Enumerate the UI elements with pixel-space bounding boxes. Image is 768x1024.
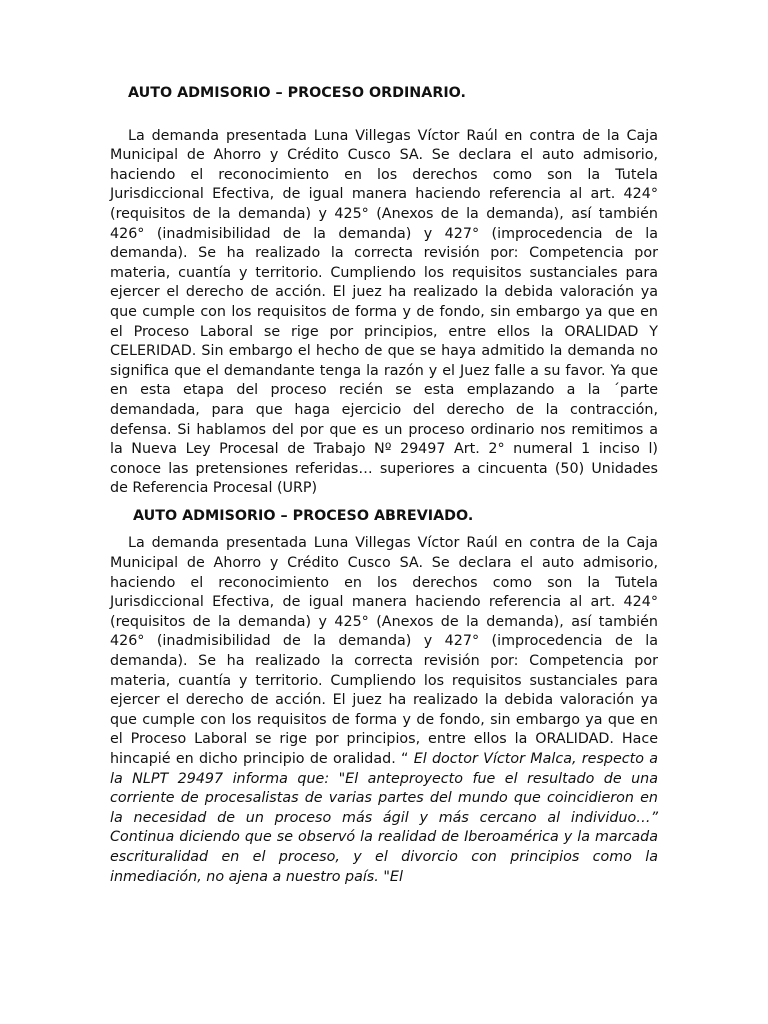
paragraph-abreviado-text: La demanda presentada Luna Villegas Víctor Raúl en contra de la Caja Municipal de Ahorro y Crédito Cusco SA. Se declara el auto admisorio, haciendo el reconocimiento en los derechos como son la Tutela Jurisdiccional Efectiva, de igual manera haciendo referencia al art. 424° (requisitos de la demanda) y 425° (Anexos de la demanda), así también 426° (inadmisibilidad de la demanda) y 427° (improcedencia de la demanda). Se ha realizado la correcta revisión por: Competencia por materia, cuantía y territorio. Cumpliendo los requisitos sustanciales para ejercer el derecho de acción. El juez ha realizado la debida valoración ya que cumple con los requisitos de forma y de fondo, sin embargo ya que en el Proceso Laboral se rige por principios, entre ellos la ORALIDAD. Hace hincapié en dicho principio de oralidad. “ (110, 535, 658, 767)
quote-malca: El doctor Víctor Malca, respecto a la NLPT 29497 informa que: "El anteproyecto fue el resultado de una corriente de procesalistas de varias partes del mundo que coincidieron en la necesidad de un proceso más ágil y más cercano al individuo…” Continua diciendo que se observó la realidad de Iberoamérica y la marcada escrituralidad en el proceso, y el divorcio con principios como la inmediación, no ajena a nuestro país. "El (110, 751, 659, 885)
document-page (110, 84, 658, 887)
section-heading-ordinario: AUTO ADMISORIO – PROCESO ORDINARIO. (128, 85, 466, 101)
paragraph-ordinario: La demanda presentada Luna Villegas Víctor Raúl en contra de la Caja Municipal de Ahorro y Crédito Cusco SA. Se declara el auto admisorio, haciendo el reconocimiento en los derechos como son la Tutela Jurisdiccional Efectiva, de igual manera haciendo referencia al art. 424° (requisitos de la demanda) y 425° (Anexos de la demanda), así también 426° (inadmisibilidad de la demanda) y 427° (improcedencia de la demanda). Se ha realizado la correcta revisión por: Competencia por materia, cuantía y territorio. Cumpliendo los requisitos sustanciales para ejercer el derecho de acción. El juez ha realizado la debida valoración ya que cumple con los requisitos de forma y de fondo, sin embargo ya que en el Proceso Laboral se rige por principios, entre ellos la ORALIDAD Y CELERIDAD. Sin embargo el hecho de que se haya admitido la demanda no significa que el demandante tenga la razón y el Juez falle a su favor. Ya que en esta etapa del proceso recién se esta emplazando a la ´parte demandada, para que haga ejercicio del derecho de la contracción, defensa. Si hablamos del por que es un proceso ordinario nos remitimos a la Nueva Ley Procesal de Trabajo Nº 29497 Art. 2° numeral 1 inciso l) conoce las pretensiones referidas… superiores a cincuenta (50) Unidades de Referencia Procesal (URP) (110, 127, 658, 497)
section-heading-abreviado: AUTO ADMISORIO – PROCESO ABREVIADO. (133, 507, 474, 524)
paragraph-abreviado (110, 534, 658, 887)
